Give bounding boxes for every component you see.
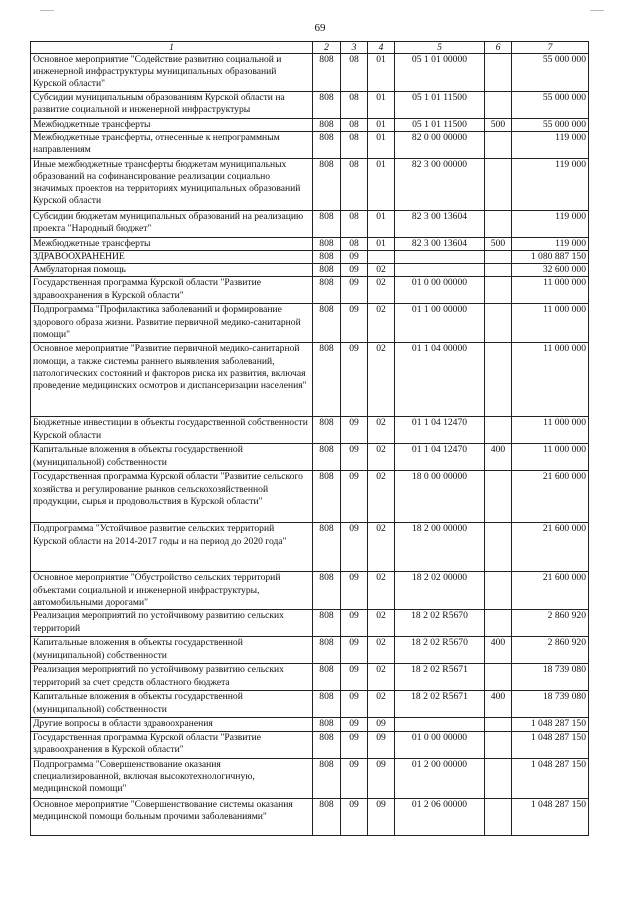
row-name-cell: Субсидии муниципальным образованиям Курской области на развитие социальной и инженерной инфраструктуры: [31, 91, 313, 118]
cell-rz: 09: [341, 798, 368, 835]
cell-gr: 808: [313, 264, 341, 277]
cell-amount: 1 048 287 150: [512, 731, 589, 758]
cell-pr: 01: [368, 54, 395, 92]
row-name-cell: Государственная программа Курской области "Развитие сельского хозяйства и регулирование рынков сельскохозяйственной продукции, сырья и продовольствия в Курской области": [31, 471, 313, 523]
row-name-cell: Подпрограмма "Профилактика заболеваний и формирование здорового образа жизни. Развитие первичной медико-санитарной помощи": [31, 304, 313, 343]
table-row: [31, 444, 589, 471]
row-name-cell: Основное мероприятие "Обустройство сельских территорий объектами социальной и инженерной инфраструктуры, автомобильными дорогами": [31, 572, 313, 610]
cell-csr: 01 1 04 12470: [395, 417, 485, 444]
table-row: [31, 264, 589, 277]
cell-pr: 09: [368, 718, 395, 731]
cell-pr: 02: [368, 471, 395, 523]
cell-pr: 01: [368, 118, 395, 131]
table-row: [31, 718, 589, 731]
cell-rz: 09: [341, 610, 368, 637]
cell-gr: 808: [313, 637, 341, 664]
table-row: [31, 251, 589, 264]
cell-csr: 01 1 04 00000: [395, 343, 485, 417]
cell-gr: 808: [313, 718, 341, 731]
row-name-cell: Капитальные вложения в объекты государственной (муниципальной) собственности: [31, 691, 313, 718]
cell-csr: 05 1 01 11500: [395, 91, 485, 118]
cell-gr: 808: [313, 304, 341, 343]
row-name-cell: ЗДРАВООХРАНЕНИЕ: [31, 251, 313, 264]
cell-gr: 808: [313, 758, 341, 798]
cell-gr: 808: [313, 798, 341, 835]
cell-amount: 1 048 287 150: [512, 798, 589, 835]
cell-vr: [485, 304, 512, 343]
cell-pr: 02: [368, 637, 395, 664]
cell-vr: [485, 798, 512, 835]
cell-csr: 18 2 02 R5670: [395, 637, 485, 664]
cell-vr: 400: [485, 637, 512, 664]
cell-gr: 808: [313, 610, 341, 637]
cell-vr: [485, 417, 512, 444]
cell-pr: 01: [368, 237, 395, 250]
cell-gr: 808: [313, 158, 341, 210]
row-name-cell: Капитальные вложения в объекты государственной (муниципальной) собственности: [31, 637, 313, 664]
cell-rz: 09: [341, 664, 368, 691]
cell-amount: 2 860 920: [512, 610, 589, 637]
cell-amount: 55 000 000: [512, 118, 589, 131]
cell-vr: [485, 610, 512, 637]
cell-gr: 808: [313, 343, 341, 417]
cell-pr: 02: [368, 304, 395, 343]
table-row: [31, 758, 589, 798]
cell-csr: [395, 251, 485, 264]
row-name-cell: Государственная программа Курской области "Развитие здравоохранения в Курской области": [31, 277, 313, 304]
cell-pr: 02: [368, 572, 395, 610]
cell-csr: 01 1 00 00000: [395, 304, 485, 343]
cell-vr: [485, 731, 512, 758]
cell-rz: 09: [341, 523, 368, 572]
row-name-cell: Реализация мероприятий по устойчивому развитию сельских территорий: [31, 610, 313, 637]
cell-gr: 808: [313, 251, 341, 264]
cell-pr: 02: [368, 610, 395, 637]
table-row: [31, 798, 589, 835]
cell-csr: 82 3 00 13604: [395, 237, 485, 250]
header-cell: 6: [485, 42, 512, 54]
cell-rz: 09: [341, 444, 368, 471]
cell-pr: 01: [368, 91, 395, 118]
cell-amount: 119 000: [512, 131, 589, 158]
row-name-cell: Основное мероприятие "Совершенствование системы оказания медицинской помощи больным прочими заболеваниями": [31, 798, 313, 835]
cell-rz: 09: [341, 572, 368, 610]
cell-vr: [485, 343, 512, 417]
cell-vr: 400: [485, 444, 512, 471]
table-row: [31, 54, 589, 92]
cell-rz: 09: [341, 304, 368, 343]
cell-vr: 500: [485, 237, 512, 250]
cell-gr: 808: [313, 417, 341, 444]
row-name-cell: Амбулаторная помощь: [31, 264, 313, 277]
cell-vr: 500: [485, 118, 512, 131]
cell-amount: 119 000: [512, 210, 589, 237]
cell-rz: 09: [341, 343, 368, 417]
cell-amount: 55 000 000: [512, 91, 589, 118]
cell-rz: 08: [341, 131, 368, 158]
cell-amount: 55 000 000: [512, 54, 589, 92]
cell-rz: 09: [341, 637, 368, 664]
cell-rz: 08: [341, 91, 368, 118]
cell-csr: [395, 718, 485, 731]
cell-vr: [485, 264, 512, 277]
cell-rz: 09: [341, 417, 368, 444]
cell-csr: 82 3 00 00000: [395, 158, 485, 210]
table-row: [31, 304, 589, 343]
row-name-cell: Государственная программа Курской области "Развитие здравоохранения в Курской области": [31, 731, 313, 758]
cell-csr: 82 3 00 13604: [395, 210, 485, 237]
cell-csr: 01 2 00 00000: [395, 758, 485, 798]
cell-vr: [485, 91, 512, 118]
row-name-cell: Межбюджетные трансферты: [31, 237, 313, 250]
row-name-cell: Иные межбюджетные трансферты бюджетам муниципальных образований на софинансирование реализации социально значимых проектов на территориях муниципальных образований Курской области: [31, 158, 313, 210]
table-row: [31, 691, 589, 718]
cell-vr: [485, 758, 512, 798]
cell-gr: 808: [313, 131, 341, 158]
cell-csr: 82 0 00 00000: [395, 131, 485, 158]
cell-vr: [485, 572, 512, 610]
cell-pr: 02: [368, 417, 395, 444]
cell-amount: 119 000: [512, 237, 589, 250]
table-row: [31, 210, 589, 237]
table-row: [31, 610, 589, 637]
row-name-cell: Капитальные вложения в объекты государственной (муниципальной) собственности: [31, 444, 313, 471]
table-row: [31, 417, 589, 444]
scan-mark: [590, 10, 604, 11]
cell-amount: 1 048 287 150: [512, 758, 589, 798]
cell-vr: [485, 471, 512, 523]
cell-amount: 18 739 080: [512, 664, 589, 691]
cell-gr: 808: [313, 523, 341, 572]
cell-gr: 808: [313, 210, 341, 237]
cell-csr: 01 1 04 12470: [395, 444, 485, 471]
page-number: 69: [314, 22, 326, 34]
cell-vr: [485, 210, 512, 237]
cell-rz: 08: [341, 118, 368, 131]
cell-gr: 808: [313, 444, 341, 471]
table-row: [31, 523, 589, 572]
row-name-cell: Реализация мероприятий по устойчивому развитию сельских территорий за счет средств областного бюджета: [31, 664, 313, 691]
scan-mark: [40, 10, 54, 11]
cell-pr: 02: [368, 264, 395, 277]
table-row: [31, 237, 589, 250]
table-row: [31, 731, 589, 758]
table-row: [31, 91, 589, 118]
cell-pr: 01: [368, 158, 395, 210]
cell-pr: 02: [368, 277, 395, 304]
cell-amount: 18 739 080: [512, 691, 589, 718]
header-cell: 2: [313, 42, 341, 54]
row-name-cell: Субсидии бюджетам муниципальных образований на реализацию проекта "Народный бюджет": [31, 210, 313, 237]
cell-vr: [485, 277, 512, 304]
cell-amount: 11 000 000: [512, 304, 589, 343]
row-name-cell: Другие вопросы в области здравоохранения: [31, 718, 313, 731]
cell-vr: [485, 523, 512, 572]
cell-gr: 808: [313, 91, 341, 118]
cell-rz: 09: [341, 277, 368, 304]
cell-rz: 09: [341, 471, 368, 523]
row-name-cell: Бюджетные инвестиции в объекты государственной собственности Курской области: [31, 417, 313, 444]
header-cell: 3: [341, 42, 368, 54]
cell-amount: 1 080 887 150: [512, 251, 589, 264]
table-row: [31, 158, 589, 210]
cell-pr: 09: [368, 731, 395, 758]
cell-gr: 808: [313, 731, 341, 758]
cell-rz: 09: [341, 691, 368, 718]
cell-amount: 11 000 000: [512, 343, 589, 417]
budget-table: [30, 41, 589, 836]
table-row: [31, 343, 589, 417]
cell-csr: 01 0 00 00000: [395, 277, 485, 304]
cell-pr: 02: [368, 523, 395, 572]
cell-pr: [368, 251, 395, 264]
cell-amount: 21 600 000: [512, 572, 589, 610]
row-name-cell: Межбюджетные трансферты, отнесенные к непрограммным направлениям: [31, 131, 313, 158]
cell-gr: 808: [313, 664, 341, 691]
cell-rz: 08: [341, 158, 368, 210]
cell-amount: 21 600 000: [512, 523, 589, 572]
cell-pr: 01: [368, 210, 395, 237]
cell-rz: 09: [341, 251, 368, 264]
table-row: [31, 637, 589, 664]
cell-gr: 808: [313, 691, 341, 718]
header-cell: 4: [368, 42, 395, 54]
table-row: [31, 572, 589, 610]
cell-amount: 21 600 000: [512, 471, 589, 523]
row-name-cell: Межбюджетные трансферты: [31, 118, 313, 131]
cell-gr: 808: [313, 118, 341, 131]
cell-csr: 18 2 02 R5671: [395, 664, 485, 691]
cell-amount: 11 000 000: [512, 417, 589, 444]
cell-csr: 01 0 00 00000: [395, 731, 485, 758]
cell-csr: 18 2 00 00000: [395, 523, 485, 572]
table-row: [31, 118, 589, 131]
cell-vr: [485, 251, 512, 264]
cell-gr: 808: [313, 277, 341, 304]
row-name-cell: Основное мероприятие "Содействие развитию социальной и инженерной инфраструктуры муниципальных образований Курской области": [31, 54, 313, 92]
cell-pr: 01: [368, 131, 395, 158]
cell-rz: 08: [341, 54, 368, 92]
cell-csr: 18 2 02 R5670: [395, 610, 485, 637]
cell-rz: 09: [341, 718, 368, 731]
header-cell: 5: [395, 42, 485, 54]
cell-rz: 08: [341, 237, 368, 250]
cell-csr: 18 0 00 00000: [395, 471, 485, 523]
table-row: [31, 664, 589, 691]
cell-vr: [485, 54, 512, 92]
cell-pr: 09: [368, 758, 395, 798]
cell-rz: 09: [341, 731, 368, 758]
cell-pr: 02: [368, 343, 395, 417]
table-row: [31, 277, 589, 304]
cell-pr: 09: [368, 798, 395, 835]
cell-gr: 808: [313, 237, 341, 250]
cell-rz: 09: [341, 264, 368, 277]
cell-rz: 08: [341, 210, 368, 237]
row-name-cell: Подпрограмма "Совершенствование оказания специализированной, включая высокотехнологичную, медицинской помощи": [31, 758, 313, 798]
cell-csr: 05 1 01 11500: [395, 118, 485, 131]
cell-vr: [485, 718, 512, 731]
row-name-cell: Основное мероприятие "Развитие первичной медико-санитарной помощи, а также системы раннего выявления заболеваний, патологических состояний и факторов риска их развития, включая проведение медицинских осмотров и диспансеризации населения": [31, 343, 313, 417]
cell-amount: 2 860 920: [512, 637, 589, 664]
cell-amount: 11 000 000: [512, 277, 589, 304]
header-cell: 1: [31, 42, 313, 54]
cell-pr: 02: [368, 691, 395, 718]
cell-rz: 09: [341, 758, 368, 798]
cell-csr: 18 2 02 R5671: [395, 691, 485, 718]
cell-amount: 32 600 000: [512, 264, 589, 277]
cell-csr: [395, 264, 485, 277]
cell-gr: 808: [313, 54, 341, 92]
cell-vr: [485, 131, 512, 158]
cell-vr: [485, 664, 512, 691]
row-name-cell: Подпрограмма "Устойчивое развитие сельских территорий Курской области на 2014-2017 годы и на период до 2020 года": [31, 523, 313, 572]
table-row: [31, 471, 589, 523]
cell-amount: 119 000: [512, 158, 589, 210]
cell-amount: 1 048 287 150: [512, 718, 589, 731]
cell-csr: 01 2 06 00000: [395, 798, 485, 835]
table-row: [31, 131, 589, 158]
cell-gr: 808: [313, 471, 341, 523]
cell-pr: 02: [368, 444, 395, 471]
cell-gr: 808: [313, 572, 341, 610]
cell-vr: 400: [485, 691, 512, 718]
cell-pr: 02: [368, 664, 395, 691]
cell-amount: 11 000 000: [512, 444, 589, 471]
cell-vr: [485, 158, 512, 210]
cell-csr: 18 2 02 00000: [395, 572, 485, 610]
header-cell: 7: [512, 42, 589, 54]
cell-csr: 05 1 01 00000: [395, 54, 485, 92]
table-header-row: [31, 42, 589, 54]
